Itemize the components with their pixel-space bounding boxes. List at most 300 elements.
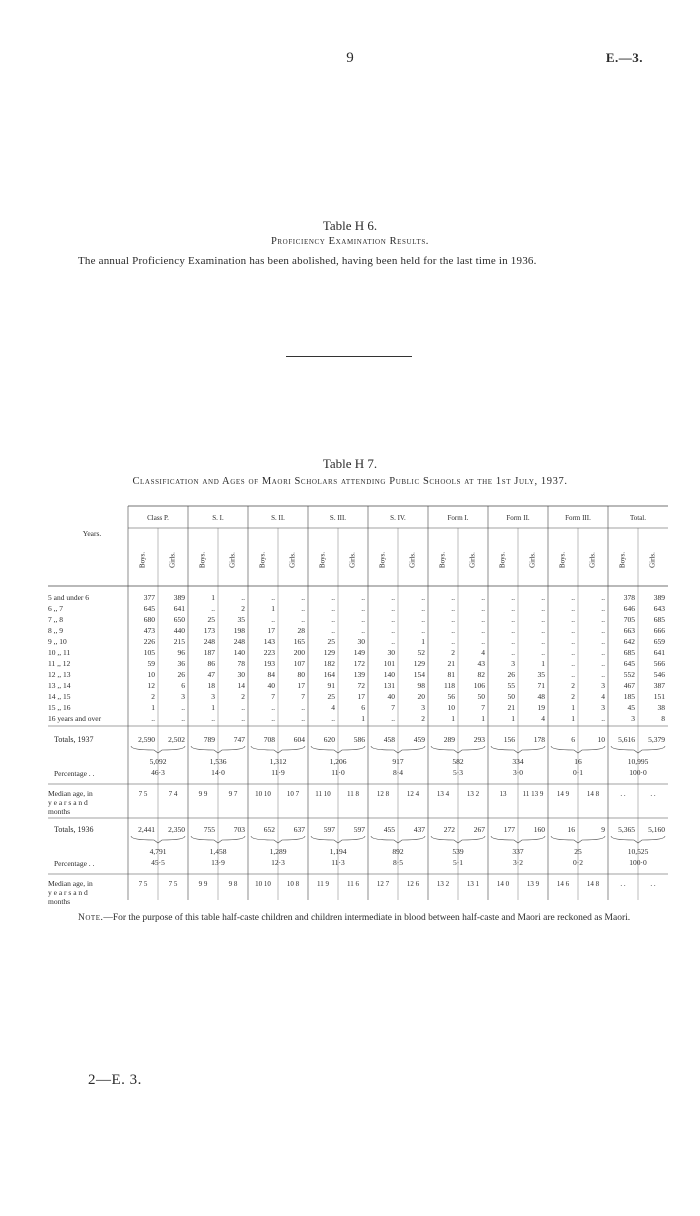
age-row-label: 7 ,, 8	[48, 615, 63, 624]
table-cell: ..	[421, 604, 425, 613]
table-cell: 129	[413, 659, 425, 668]
median-cell: 10 7	[286, 790, 300, 798]
table-cell: 10	[447, 703, 455, 712]
table-cell: ..	[541, 604, 545, 613]
table-cell: 659	[653, 637, 665, 646]
table-cell: 40	[387, 692, 395, 701]
table-cell: 107	[293, 659, 305, 668]
table-cell: 642	[623, 637, 635, 646]
table-cell: 129	[323, 648, 335, 657]
totals-cell: 708	[263, 735, 275, 744]
boys-header: Boys.	[558, 551, 567, 569]
median-cell: 13 4	[436, 790, 450, 798]
totals-cell: 747	[233, 735, 245, 744]
table-cell: 1	[211, 593, 215, 602]
median-row-label: y e a r s a n d	[48, 798, 88, 807]
combined-total-cell: 337	[512, 847, 524, 856]
table-cell: 131	[383, 681, 395, 690]
median-cell: . .	[620, 880, 626, 888]
table-cell: ..	[541, 648, 545, 657]
table-cell: 17	[267, 626, 275, 635]
years-header: Years.	[82, 529, 102, 538]
table-cell: 3	[181, 692, 185, 701]
table-cell: ..	[601, 604, 605, 613]
table-cell: 2	[451, 648, 455, 657]
table-cell: 17	[297, 681, 305, 690]
table-cell: 198	[233, 626, 245, 635]
table-cell: ..	[271, 615, 275, 624]
class-header: Form III.	[565, 514, 591, 522]
percentage-cell: 3·2	[513, 858, 523, 867]
table-cell: 185	[623, 692, 635, 701]
table-cell: 56	[447, 692, 455, 701]
percentage-cell: 11·3	[331, 858, 345, 867]
table-cell: 1	[361, 714, 365, 723]
median-cell: 14 6	[556, 880, 570, 888]
table-cell: 3	[601, 681, 605, 690]
table-cell: ..	[451, 637, 455, 646]
table-cell: 151	[653, 692, 665, 701]
table-cell: 96	[177, 648, 185, 657]
table-cell: ..	[361, 615, 365, 624]
boys-header: Boys.	[618, 551, 627, 569]
percentage-cell: 46·3	[151, 768, 165, 777]
median-cell: 13 2	[466, 790, 480, 798]
totals-cell: 789	[203, 735, 215, 744]
table-cell: 2	[151, 692, 155, 701]
totals-cell: 597	[353, 825, 365, 834]
table-h6-title: Table H 6.	[322, 218, 378, 233]
table-cell: ..	[541, 615, 545, 624]
table-cell: ..	[271, 593, 275, 602]
table-cell: 226	[143, 637, 155, 646]
table-cell: 200	[293, 648, 305, 657]
table-cell: 45	[627, 703, 635, 712]
combined-total-cell: 5,092	[149, 757, 167, 766]
combined-total-cell: 25	[574, 847, 582, 856]
combined-total-cell: 1,312	[269, 757, 287, 766]
note-text: —For the purpose of this table half-caste children and children intermediate in blood between half-caste and Maori are reckoned as Maori.	[103, 913, 631, 923]
table-cell: 378	[623, 593, 635, 602]
median-cell: 14 8	[586, 880, 600, 888]
table-cell: 645	[623, 659, 635, 668]
combined-total-cell: 10,995	[627, 757, 649, 766]
table-cell: 546	[653, 670, 665, 679]
class-header: Form I.	[447, 514, 469, 522]
table-cell: ..	[451, 626, 455, 635]
totals-cell: 2,502	[168, 735, 185, 744]
table-cell: 3	[631, 714, 635, 723]
table-cell: 1	[541, 659, 545, 668]
table-cell: ..	[601, 593, 605, 602]
table-cell: 705	[623, 615, 635, 624]
table-cell: 154	[413, 670, 425, 679]
median-cell: 11 8	[347, 790, 359, 798]
class-header: Class P.	[147, 514, 169, 522]
page-number: 9	[346, 50, 354, 66]
table-cell: 2	[571, 692, 575, 701]
median-cell: 10 10	[255, 880, 271, 888]
table-h7	[48, 500, 665, 920]
combined-total-cell: 16	[574, 757, 582, 766]
table-cell: ..	[331, 615, 335, 624]
table-cell: ..	[241, 703, 245, 712]
class-header: S. II.	[271, 514, 285, 522]
median-cell: 11 9	[317, 880, 329, 888]
table-cell: 1	[151, 703, 155, 712]
table-cell: 43	[477, 659, 485, 668]
table-cell: ..	[481, 604, 485, 613]
median-cell: 14 8	[586, 790, 600, 798]
percentage-cell: 45·5	[151, 858, 165, 867]
table-cell: 1	[511, 714, 515, 723]
table-cell: ..	[601, 626, 605, 635]
table-cell: 84	[267, 670, 275, 679]
median-row-label: months	[48, 897, 71, 906]
table-cell: ..	[421, 615, 425, 624]
totals-cell: 637	[293, 825, 305, 834]
class-header: S. I.	[212, 514, 224, 522]
median-cell: 12 8	[376, 790, 390, 798]
percentage-cell: 8·4	[393, 768, 403, 777]
table-cell: 473	[143, 626, 155, 635]
totals-cell: 652	[263, 825, 275, 834]
table-cell: 19	[537, 703, 545, 712]
totals-cell: 5,160	[648, 825, 665, 834]
table-cell: 80	[297, 670, 305, 679]
girls-header: Girls.	[408, 552, 417, 568]
totals-cell: 289	[443, 735, 455, 744]
table-cell: 4	[601, 692, 605, 701]
age-row-label: 11 ,, 12	[48, 659, 71, 668]
table-cell: ..	[241, 714, 245, 723]
table-cell: 389	[173, 593, 185, 602]
median-cell: 9 9	[198, 790, 208, 798]
table-cell: ..	[421, 626, 425, 635]
table-cell: 30	[387, 648, 395, 657]
totals-cell: 156	[503, 735, 515, 744]
table-cell: 685	[623, 648, 635, 657]
table-cell: ..	[451, 615, 455, 624]
age-row-label: 15 ,, 16	[48, 703, 71, 712]
table-cell: ..	[301, 604, 305, 613]
age-row-label: 13 ,, 14	[48, 681, 71, 690]
totals-cell: 5,379	[648, 735, 665, 744]
table-cell: 3	[511, 659, 515, 668]
table-cell: ..	[601, 670, 605, 679]
median-cell: 14 9	[556, 790, 570, 798]
table-h7-title: Table H 7.	[322, 456, 378, 471]
section-divider	[286, 356, 412, 357]
table-cell: 12	[147, 681, 155, 690]
table-cell: 1	[211, 703, 215, 712]
table-cell: ..	[151, 714, 155, 723]
table-cell: 566	[653, 659, 665, 668]
table-cell: 1	[421, 637, 425, 646]
percentage-cell: 5·3	[453, 768, 463, 777]
table-cell: 81	[447, 670, 455, 679]
table-cell: ..	[541, 593, 545, 602]
table-cell: ..	[601, 659, 605, 668]
table-cell: ..	[211, 714, 215, 723]
table-cell: 641	[173, 604, 185, 613]
totals-cell: 2,350	[168, 825, 185, 834]
class-header: S. IV.	[390, 514, 406, 522]
table-cell: 1	[271, 604, 275, 613]
table-cell: 1	[481, 714, 485, 723]
median-cell: 13 1	[466, 880, 480, 888]
table-cell: ..	[391, 626, 395, 635]
table-cell: ..	[181, 714, 185, 723]
age-row-label: 6 ,, 7	[48, 604, 63, 613]
table-cell: ..	[541, 637, 545, 646]
median-cell: 9 7	[228, 790, 238, 798]
age-row-label: 16 years and over	[48, 714, 102, 723]
table-cell: 641	[653, 648, 665, 657]
combined-total-cell: 582	[452, 757, 464, 766]
median-cell: 7 5	[138, 880, 148, 888]
table-cell: 187	[203, 648, 215, 657]
class-header: Total.	[629, 514, 647, 522]
totals-cell: 293	[473, 735, 485, 744]
totals-cell: 6	[571, 735, 575, 744]
combined-total-cell: 334	[512, 757, 524, 766]
table-cell: ..	[451, 593, 455, 602]
totals-cell: 755	[203, 825, 215, 834]
totals-cell: 5,365	[618, 825, 635, 834]
totals-cell: 455	[383, 825, 395, 834]
totals-cell: 272	[443, 825, 455, 834]
table-cell: ..	[571, 637, 575, 646]
median-cell: 12 4	[406, 790, 420, 798]
boys-header: Boys.	[258, 551, 267, 569]
age-row-label: 14 ,, 15	[48, 692, 71, 701]
totals-cell: 5,616	[618, 735, 635, 744]
table-cell: ..	[511, 593, 515, 602]
percentage-cell: 13·9	[211, 858, 225, 867]
table-cell: 86	[207, 659, 215, 668]
table-cell: 467	[623, 681, 635, 690]
table-cell: 38	[657, 703, 665, 712]
table-cell: 2	[241, 692, 245, 701]
totals-cell: 620	[323, 735, 335, 744]
median-cell: 12 6	[406, 880, 420, 888]
table-cell: ..	[391, 593, 395, 602]
table-cell: 193	[263, 659, 275, 668]
combined-total-cell: 892	[392, 847, 404, 856]
table-cell: ..	[391, 637, 395, 646]
table-cell: 164	[323, 670, 335, 679]
totals-cell: 160	[533, 825, 545, 834]
median-cell: . .	[650, 790, 656, 798]
table-cell: ..	[541, 626, 545, 635]
table-cell: 3	[421, 703, 425, 712]
table-h6-text: The annual Proficiency Examination has been abolished, having been held for the last time in 1936.	[78, 255, 537, 267]
median-cell: 11 10	[315, 790, 331, 798]
median-cell: 14 0	[496, 880, 510, 888]
table-cell: ..	[391, 615, 395, 624]
table-cell: ..	[481, 615, 485, 624]
table-cell: 30	[357, 637, 365, 646]
percentage-row-label: Percentage . .	[54, 859, 95, 868]
median-row-label: months	[48, 807, 71, 816]
girls-header: Girls.	[228, 552, 237, 568]
table-cell: 50	[477, 692, 485, 701]
table-cell: ..	[481, 626, 485, 635]
boys-header: Boys.	[378, 551, 387, 569]
table-cell: ..	[511, 626, 515, 635]
totals-cell: 267	[473, 825, 485, 834]
table-cell: 21	[447, 659, 455, 668]
combined-total-cell: 1,206	[329, 757, 347, 766]
table-cell: ..	[361, 626, 365, 635]
table-cell: ..	[511, 615, 515, 624]
table-cell: 25	[327, 692, 335, 701]
table-cell: 663	[623, 626, 635, 635]
median-cell: 7 5	[138, 790, 148, 798]
table-cell: 377	[143, 593, 155, 602]
totals-cell: 604	[293, 735, 305, 744]
table-cell: ..	[391, 714, 395, 723]
percentage-cell: 100·0	[629, 858, 647, 867]
table-cell: ..	[571, 626, 575, 635]
table-cell: 552	[623, 670, 635, 679]
table-cell: ..	[511, 604, 515, 613]
table-cell: ..	[301, 615, 305, 624]
table-cell: ..	[271, 714, 275, 723]
percentage-cell: 100·0	[629, 768, 647, 777]
median-row-label: y e a r s a n d	[48, 888, 88, 897]
table-cell: 646	[623, 604, 635, 613]
table-cell: 140	[383, 670, 395, 679]
table-cell: 666	[653, 626, 665, 635]
combined-total-cell: 10,525	[627, 847, 649, 856]
totals-row-label: Totals, 1936	[54, 825, 94, 834]
girls-header: Girls.	[288, 552, 297, 568]
percentage-cell: 0·1	[573, 768, 583, 777]
table-cell: 4	[481, 648, 485, 657]
table-cell: 78	[237, 659, 245, 668]
combined-total-cell: 4,791	[149, 847, 167, 856]
median-cell: 9 8	[228, 880, 238, 888]
percentage-cell: 11·9	[271, 768, 285, 777]
percentage-row-label: Percentage . .	[54, 769, 95, 778]
table-cell: 72	[357, 681, 365, 690]
boys-header: Boys.	[138, 551, 147, 569]
table-cell: 173	[203, 626, 215, 635]
table-cell: 3	[211, 692, 215, 701]
table-cell: 71	[537, 681, 545, 690]
totals-cell: 177	[503, 825, 515, 834]
median-cell: 7 5	[168, 880, 178, 888]
table-cell: ..	[301, 703, 305, 712]
table-cell: 25	[327, 637, 335, 646]
table-cell: ..	[331, 714, 335, 723]
table-cell: ..	[571, 615, 575, 624]
table-cell: 643	[653, 604, 665, 613]
table-cell: 55	[507, 681, 515, 690]
age-row-label: 5 and under 6	[48, 593, 90, 602]
table-cell: ..	[571, 648, 575, 657]
note-lead: Note.	[78, 913, 104, 923]
table-cell: 143	[263, 637, 275, 646]
table-cell: 8	[661, 714, 665, 723]
table-cell: 215	[173, 637, 185, 646]
table-cell: ..	[601, 714, 605, 723]
percentage-cell: 5·1	[453, 858, 463, 867]
table-cell: 650	[173, 615, 185, 624]
table-cell: 2	[571, 681, 575, 690]
median-cell: 11 13 9	[522, 790, 544, 798]
table-cell: 14	[237, 681, 245, 690]
table-cell: 101	[383, 659, 395, 668]
age-row-label: 9 ,, 10	[48, 637, 67, 646]
table-cell: ..	[571, 659, 575, 668]
class-header: Form II.	[506, 514, 530, 522]
age-row-label: 8 ,, 9	[48, 626, 63, 635]
girls-header: Girls.	[588, 552, 597, 568]
totals-cell: 178	[533, 735, 545, 744]
table-cell: ..	[481, 637, 485, 646]
table-cell: 165	[293, 637, 305, 646]
table-cell: 20	[417, 692, 425, 701]
age-row-label: 10 ,, 11	[48, 648, 71, 657]
page-reference: E.—3.	[605, 50, 643, 65]
table-cell: 59	[147, 659, 155, 668]
table-cell: 36	[177, 659, 185, 668]
table-cell: 1	[451, 714, 455, 723]
girls-header: Girls.	[648, 552, 657, 568]
totals-cell: 703	[233, 825, 245, 834]
table-cell: ..	[331, 626, 335, 635]
table-cell: 7	[481, 703, 485, 712]
table-cell: 10	[147, 670, 155, 679]
table-cell: 21	[507, 703, 515, 712]
totals-cell: 437	[413, 825, 425, 834]
table-cell: 680	[143, 615, 155, 624]
median-cell: 12 7	[376, 880, 390, 888]
boys-header: Boys.	[318, 551, 327, 569]
table-cell: 1	[571, 703, 575, 712]
combined-total-cell: 917	[392, 757, 404, 766]
table-cell: 30	[237, 670, 245, 679]
table-cell: ..	[331, 604, 335, 613]
table-cell: 389	[653, 593, 665, 602]
table-cell: 50	[507, 692, 515, 701]
table-cell: 26	[507, 670, 515, 679]
totals-cell: 458	[383, 735, 395, 744]
table-cell: ..	[301, 714, 305, 723]
table-cell: 645	[143, 604, 155, 613]
table-cell: ..	[451, 604, 455, 613]
totals-cell: 586	[353, 735, 365, 744]
table-cell: 48	[537, 692, 545, 701]
table-cell: 387	[653, 681, 665, 690]
table-cell: 248	[233, 637, 245, 646]
table-cell: ..	[601, 615, 605, 624]
totals-cell: 2,590	[138, 735, 155, 744]
girls-header: Girls.	[528, 552, 537, 568]
table-cell: 440	[173, 626, 185, 635]
median-cell: 11 6	[347, 880, 359, 888]
table-cell: 106	[473, 681, 485, 690]
totals-cell: 597	[323, 825, 335, 834]
table-cell: ..	[571, 604, 575, 613]
table-cell: 52	[417, 648, 425, 657]
table-cell: 2	[421, 714, 425, 723]
table-cell: ..	[301, 593, 305, 602]
table-cell: ..	[361, 604, 365, 613]
